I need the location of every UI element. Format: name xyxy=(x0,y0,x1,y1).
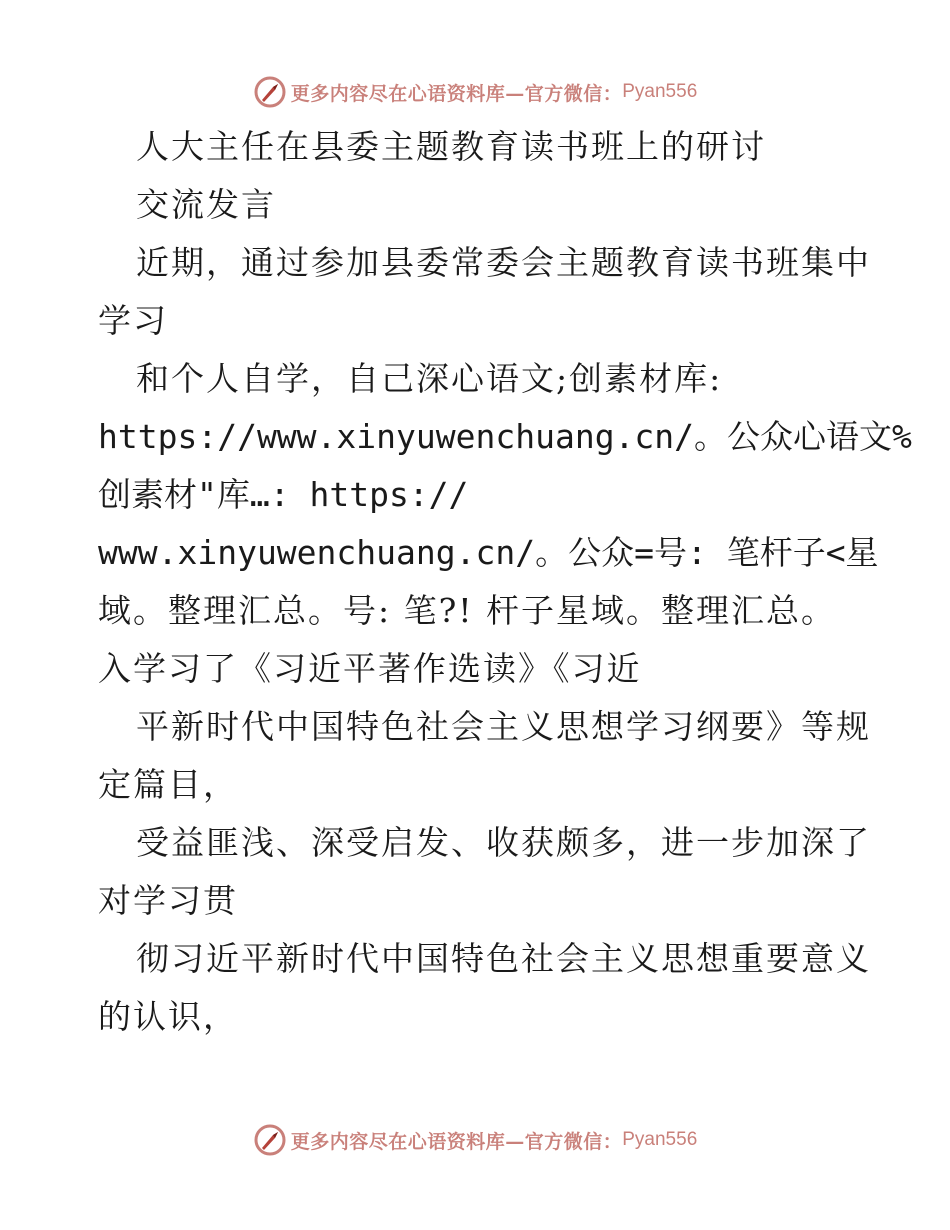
doc-paragraph-line: 和个人自学，自己深心语文;创素材库: xyxy=(136,359,723,398)
fountain-pen-logo-icon xyxy=(253,1123,287,1157)
header-watermark-banner xyxy=(0,72,950,112)
header-banner-wechat: Pyan556 xyxy=(622,81,698,102)
header-banner-text: 更多内容尽在心语资料库—官方微信： xyxy=(290,82,623,105)
footer-banner-wechat: Pyan556 xyxy=(622,1129,698,1150)
footer-watermark-banner xyxy=(0,1120,950,1160)
doc-paragraph-line: 近期，通过参加县委常委会主题教育读书班集中 xyxy=(136,243,871,282)
doc-title-line-2: 交流发言 xyxy=(136,185,276,224)
doc-paragraph-line: 学习 xyxy=(98,301,168,340)
doc-url-line: www.xinyuwenchuang.cn/。公众=号: 笔杆子<星 xyxy=(98,533,879,572)
doc-paragraph-line: 的认识， xyxy=(98,997,238,1036)
footer-banner-text: 更多内容尽在心语资料库—官方微信： xyxy=(290,1130,623,1153)
doc-paragraph-line: 彻习近平新时代中国特色社会主义思想重要意义 xyxy=(136,939,871,978)
fountain-pen-logo-icon xyxy=(253,75,287,109)
document-body xyxy=(98,118,912,1046)
doc-paragraph-line: 入学习了《习近平著作选读》《习近 xyxy=(98,649,642,688)
doc-paragraph-line: 受益匪浅、深受启发、收获颇多，进一步加深了 xyxy=(136,823,871,862)
doc-paragraph-line: 对学习贯 xyxy=(98,881,238,920)
doc-paragraph-line: 平新时代中国特色社会主义思想学习纲要》等规 xyxy=(136,707,871,746)
doc-title-line-1: 人大主任在县委主题教育读书班上的研讨 xyxy=(136,127,766,166)
doc-paragraph-line: 定篇目， xyxy=(98,765,238,804)
doc-url-line: https://www.xinyuwenchuang.cn/。公众心语文% xyxy=(98,417,912,456)
doc-paragraph-line: 域。整理汇总。号: 笔?! 杆子星域。整理汇总。 xyxy=(98,591,837,630)
doc-url-line: 创素材"库…: https:// xyxy=(98,475,469,514)
